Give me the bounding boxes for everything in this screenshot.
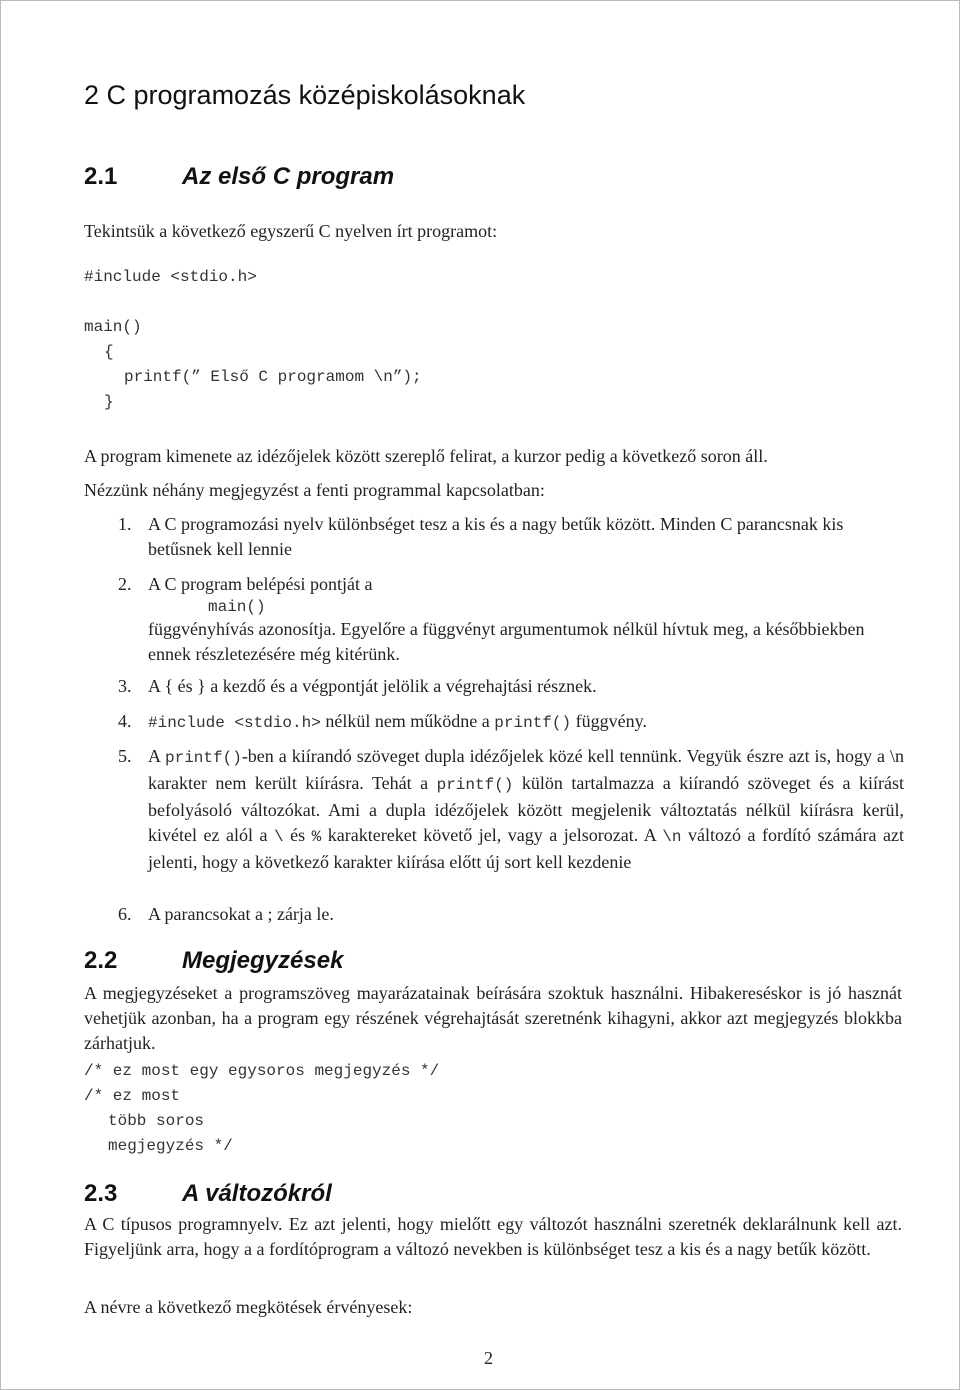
list-item-text	[148, 709, 904, 736]
section-heading-2-1	[84, 163, 902, 191]
inline-code: printf()	[494, 714, 572, 732]
code-line-include: #include <stdio.h>	[84, 268, 257, 286]
list-number: 3.	[118, 676, 132, 696]
inline-code: printf()	[436, 776, 514, 794]
comments-paragraph: A megjegyzéseket a programszöveg mayarázatainak beírására szoktuk használni. Hibakereséskor is jó hasznát vehetjük azonban, ha a program egy részének végrehajtását szeretnénk kihagyni, akkor azt megjegyzés blokkba zárhatjuk.	[84, 983, 902, 1053]
inline-code: \n	[662, 828, 682, 846]
list-item-text	[148, 572, 904, 667]
name-rules-paragraph: A névre a következő megkötések érvényesek:	[84, 1297, 413, 1317]
chapter-heading: 2 C programozás középiskolásoknak	[84, 80, 526, 110]
code-comment-line: /* ez most	[84, 1087, 181, 1105]
list-item	[118, 572, 904, 667]
code-line-close-brace: }	[104, 393, 114, 411]
section-heading-2-3	[84, 1180, 902, 1208]
list-item	[118, 902, 904, 927]
variables-paragraph: A C típusos programnyelv. Ez azt jelenti, hogy mielőtt egy változót használni szeretnék deklarálnunk kell azt. Figyeljünk arra, hogy a a fordítóprogram a változó nevekben is különbséget tesz a kis és a nagy betűk között.	[84, 1214, 902, 1259]
section-title: A változókról	[182, 1180, 332, 1207]
list-item	[118, 512, 904, 562]
list-item	[118, 744, 904, 875]
list-item-text	[148, 744, 904, 875]
list-item	[118, 709, 904, 736]
text-span: változó a fordító számára azt jelenti, hogy a következő karakter kiírása előtt új sort kell kezdenie	[148, 825, 904, 872]
notes-intro-paragraph: Nézzünk néhány megjegyzést a fenti programmal kapcsolatban:	[84, 480, 545, 500]
text-span: függvény.	[571, 711, 647, 731]
code-comment-line: /* ez most egy egysoros megjegyzés */	[84, 1062, 440, 1080]
code-comment-line: megjegyzés */	[108, 1137, 233, 1155]
section-title: Az első C program	[182, 163, 395, 190]
section-number: 2.1	[84, 163, 118, 190]
text-span: A	[148, 746, 165, 766]
inline-code: main()	[208, 598, 266, 616]
section-number: 2.2	[84, 947, 118, 974]
code-line-main: main()	[84, 318, 142, 336]
page-number: 2	[484, 1348, 493, 1368]
list-number: 6.	[118, 904, 132, 924]
list-item-text: A C programozási nyelv különbséget tesz a kis és a nagy betűk között. Minden C parancsnak kis betűsnek kell lennie	[148, 514, 844, 559]
text-span: külön tartalmazza a kiírandó szöveget és a kiírást befolyásoló változókat. Ami a dupla idézőjelek között megjelenik változtatás nélkül kiírásra kerül, kivétel ez alól a	[148, 773, 904, 845]
inline-code: #include <stdio.h>	[148, 714, 321, 732]
list-number: 5.	[118, 746, 132, 766]
section-title: Megjegyzések	[182, 947, 344, 974]
output-paragraph: A program kimenete az idézőjelek között szereplő felirat, a kurzor pedig a következő soron áll.	[84, 446, 768, 466]
code-line-open-brace: {	[104, 343, 114, 361]
text-span: karaktereket követő jel, vagy a jelsorozat. A	[321, 825, 663, 845]
inline-code: printf()	[165, 749, 242, 767]
list-number: 4.	[118, 711, 132, 731]
inline-code: %	[311, 828, 322, 846]
intro-paragraph: Tekintsük a következő egyszerű C nyelven írt programot:	[84, 221, 498, 241]
list-number: 1.	[118, 514, 132, 534]
list-item-text-part: függvényhívás azonosítja. Egyelőre a függvényt argumentumok nélkül hívtuk meg, a későbbiekben ennek részletezésére még kitérünk.	[148, 619, 865, 664]
list-number: 2.	[118, 574, 132, 594]
list-item-text: A { és } a kezdő és a végpontját jelölik a végrehajtási résznek.	[148, 676, 597, 696]
text-span: -ben a kiírandó szöveget dupla idézőjelek közé kell tennünk. Vegyük észre azt is, hogy a \n karakter nem került kiírásra. Tehát a	[148, 746, 905, 793]
text-span: és	[283, 825, 312, 845]
list-item	[118, 674, 904, 699]
section-heading-2-2	[84, 947, 902, 975]
list-item-text: A parancsokat a ; zárja le.	[148, 904, 334, 924]
list-item-text-part: A C program belépési pontját a	[148, 574, 373, 594]
text-span: nélkül nem működne a	[320, 711, 495, 731]
code-comment-line: több soros	[108, 1112, 205, 1130]
section-number: 2.3	[84, 1180, 118, 1207]
code-line-printf: printf(” Első C programom \n”);	[124, 368, 422, 386]
inline-code: \	[274, 828, 284, 846]
